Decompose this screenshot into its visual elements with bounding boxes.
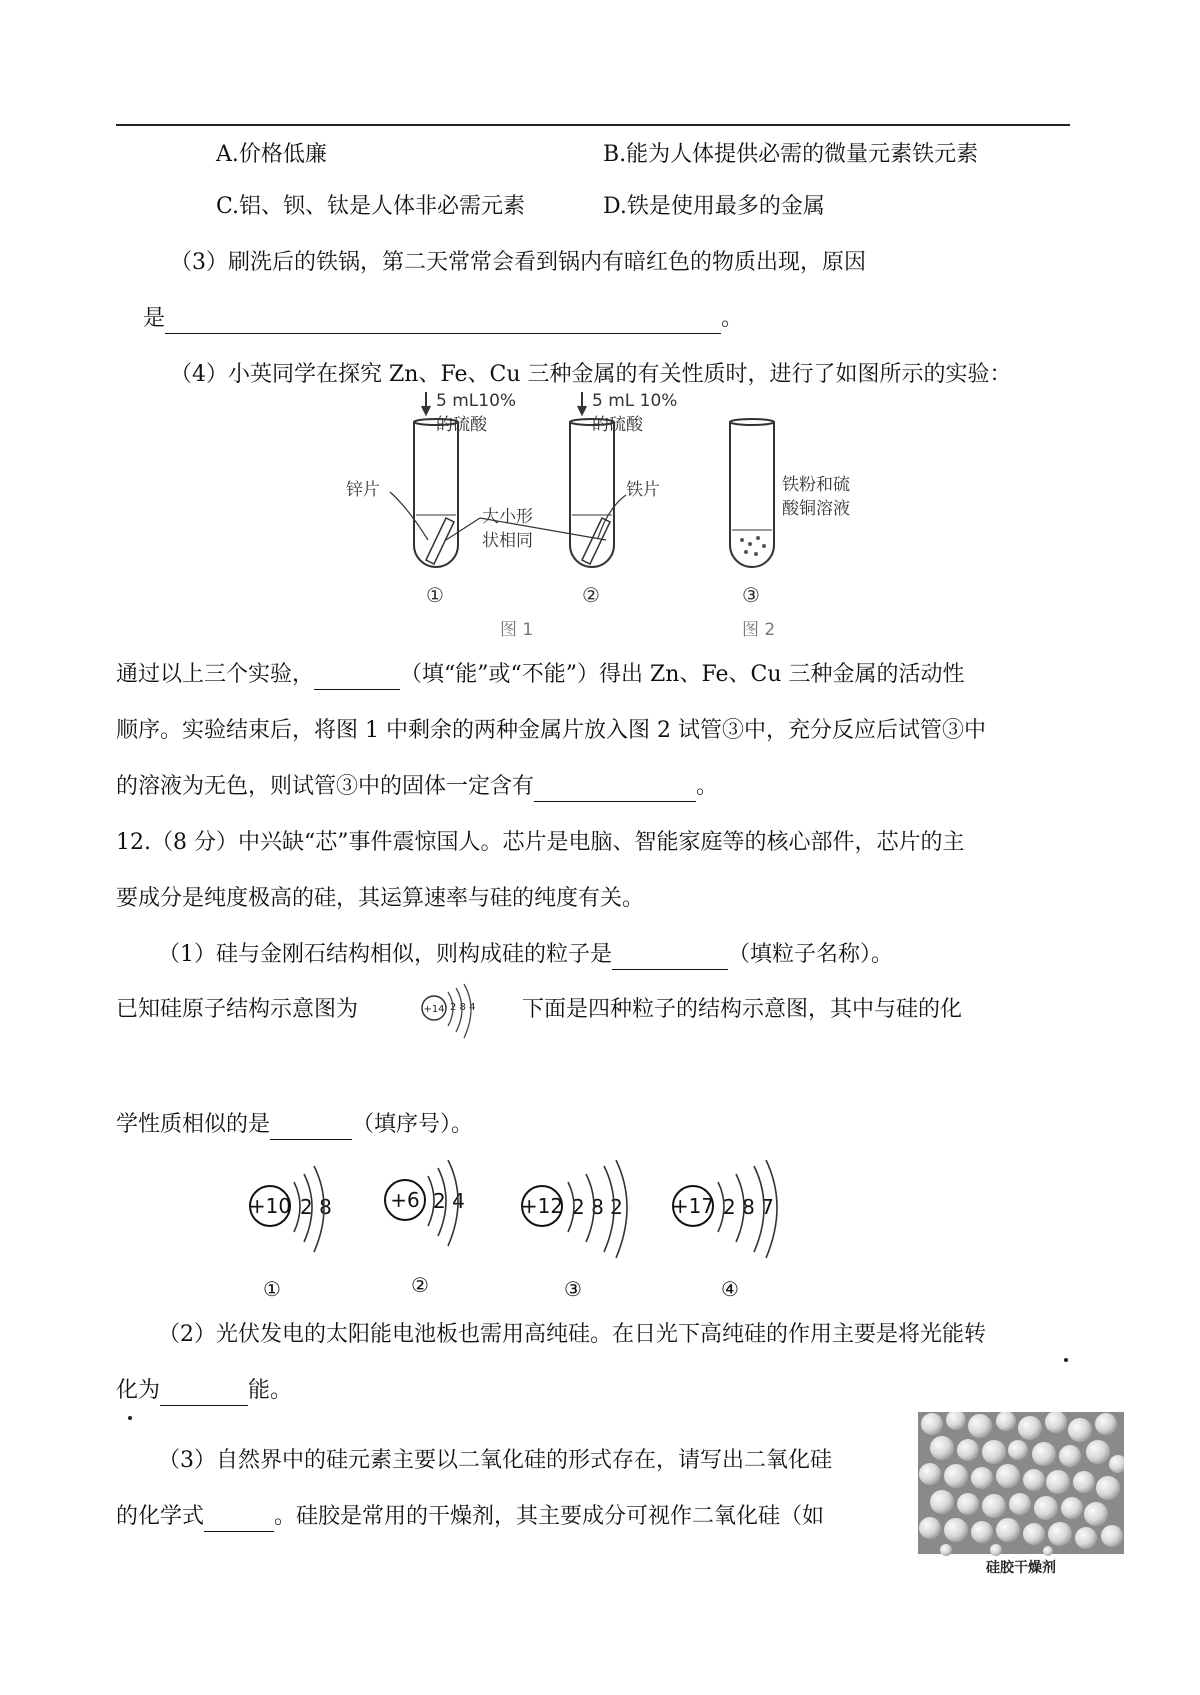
iron-label: 铁片 [626, 480, 660, 500]
q12-s1c-pre: 学性质相似的是 [116, 1112, 271, 1137]
silicon-shells: 2 8 4 [450, 1002, 476, 1013]
option-a: A.价格低廉 [216, 142, 327, 167]
q4-solid-blank[interactable] [534, 779, 696, 802]
atom-2-shells: 2 4 [433, 1189, 465, 1213]
atom-4-nucleus: +17 [671, 1194, 715, 1218]
atom-2-label: ② [411, 1273, 429, 1297]
q3-line2-pre: 是 [143, 306, 166, 331]
q12-particle-blank[interactable] [612, 947, 728, 970]
atom-3-label: ③ [564, 1277, 582, 1301]
q12-s3-pre: 的化学式 [116, 1504, 205, 1529]
q4-para1 [116, 660, 965, 690]
q12-s1b-pre: 已知硅原子结构示意图为 [116, 997, 359, 1022]
tube-2-number: ② [582, 583, 600, 607]
atom-4-label: ④ [721, 1277, 739, 1301]
q4-can-blank[interactable] [314, 667, 400, 690]
emphasis-dot [1064, 1358, 1068, 1362]
atom-2-nucleus: +6 [390, 1188, 420, 1212]
q12-s1 [158, 940, 893, 970]
q12-s3-line1: （3）自然界中的硅元素主要以二氧化硅的形式存在，请写出二氧化硅 [158, 1448, 832, 1473]
q12-s2-line2 [116, 1376, 292, 1406]
q4-para3-pre: 的溶液为无色，则试管③中的固体一定含有 [116, 774, 535, 799]
q12-energy-blank[interactable] [160, 1383, 248, 1406]
photo-caption: 硅胶干燥剂 [986, 1560, 1056, 1576]
q12-s1c [116, 1110, 473, 1140]
q12-s2-line1: （2）光伏发电的太阳能电池板也需用高纯硅。在日光下高纯硅的作用主要是将光能转 [158, 1322, 986, 1347]
atom-1-nucleus: +10 [248, 1194, 292, 1218]
same-label-2: 状相同 [482, 531, 533, 551]
q12-s3-line2 [116, 1502, 824, 1532]
acid2-label: 5 mL 10% [592, 391, 678, 411]
q4-para2: 顺序。实验结束后，将图 1 中剩余的两种金属片放入图 2 试管③中，充分反应后试管③中 [116, 718, 986, 743]
tube-1-number: ① [426, 583, 444, 607]
q4-para1-post: （填“能”或“不能”）得出 Zn、Fe、Cu 三种金属的活动性 [400, 662, 965, 687]
atom-4-shells: 2 8 7 [723, 1195, 774, 1219]
q12-s1-pre: （1）硅与金刚石结构相似，则构成硅的粒子是 [158, 942, 612, 967]
atom-3-nucleus: +12 [520, 1194, 564, 1218]
fig1-caption: 图 1 [500, 620, 534, 640]
atom-1-shells: 2 8 [300, 1195, 332, 1219]
q12-similar-blank[interactable] [270, 1117, 352, 1140]
acid2b-label: 的硫酸 [592, 415, 643, 435]
fig2-caption: 图 2 [742, 620, 776, 640]
atom-diagrams [240, 1160, 820, 1305]
test-tube-figure [330, 390, 920, 645]
q12-s3-post: 。硅胶是常用的干燥剂，其主要成分可视作二氧化硅（如 [274, 1504, 825, 1529]
q12-s1-post: （填粒子名称）。 [728, 942, 894, 967]
atom-1-label: ① [263, 1277, 281, 1301]
q12-s1c-post: （填序号）。 [352, 1112, 474, 1137]
silicon-nucleus: +14 [423, 1004, 445, 1015]
mix-label-2: 酸铜溶液 [782, 499, 850, 519]
acid1b-label: 的硫酸 [436, 415, 487, 435]
acid1-label: 5 mL10% [436, 391, 517, 411]
option-d: D.铁是使用最多的金属 [603, 194, 825, 219]
atom-3-shells: 2 8 2 [572, 1195, 623, 1219]
same-label-1: 大小形 [482, 507, 533, 527]
tube-3-number: ③ [742, 583, 760, 607]
option-b: B.能为人体提供必需的微量元素铁元素 [603, 142, 979, 167]
header-rule [116, 124, 1070, 126]
q3-line2 [143, 304, 743, 334]
q4-para3-post: 。 [696, 774, 719, 799]
silica-gel-photo [918, 1412, 1124, 1577]
emphasis-dot [128, 1416, 132, 1420]
q12-s2-post: 能。 [248, 1378, 293, 1403]
q4-para3 [116, 772, 718, 802]
option-c: C.铝、钡、钛是人体非必需元素 [216, 194, 526, 219]
q3-line2-post: 。 [721, 306, 744, 331]
q12-line1: 12.（8 分）中兴缺“芯”事件震惊国人。芯片是电脑、智能家庭等的核心部件，芯片的主 [116, 830, 965, 855]
mix-label-1: 铁粉和硫 [782, 475, 850, 495]
q3-answer-blank[interactable] [165, 311, 721, 334]
q3-line1: （3）刷洗后的铁锅，第二天常常会看到锅内有暗红色的物质出现，原因 [170, 250, 866, 275]
q4-intro: （4）小英同学在探究 Zn、Fe、Cu 三种金属的有关性质时，进行了如图所示的实验： [170, 362, 1012, 387]
q12-s2-pre: 化为 [116, 1378, 161, 1403]
zinc-label: 锌片 [346, 480, 380, 500]
q12-line2: 要成分是纯度极高的硅，其运算速率与硅的纯度有关。 [116, 886, 645, 911]
q4-para1-pre: 通过以上三个实验， [116, 662, 315, 687]
q12-formula-blank[interactable] [204, 1509, 274, 1532]
silicon-atom-diagram [418, 982, 498, 1044]
q12-s1b-post: 下面是四种粒子的结构示意图，其中与硅的化 [522, 997, 963, 1022]
